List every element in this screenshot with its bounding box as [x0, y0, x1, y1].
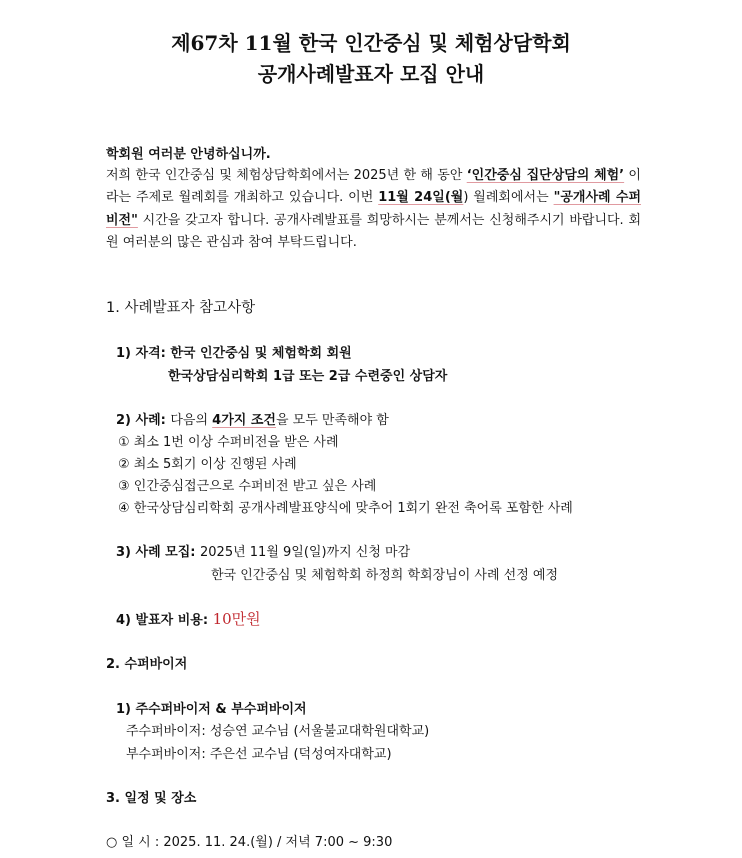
condition-item: ③ 인간중심접근으로 수퍼비전 받고 싶은 사례 [118, 479, 377, 494]
recruit-line2: 한국 인간중심 및 체험학회 하정희 학회장님이 사례 선정 예정 [211, 568, 559, 583]
presenter-fee [116, 611, 261, 629]
recruitment [116, 545, 410, 561]
main-supervisor: 주수퍼바이저: 성승연 교수님 (서울불교대학원대학교) [126, 724, 430, 739]
session-highlight: "공개사례 수퍼비전" [106, 190, 642, 228]
schedule-line: ○ 일 시 : 2025. 11. 24.(월) / 저녁 7:00 ~ 9:30 [106, 835, 393, 850]
intro-text: 저희 한국 인간중심 및 체험상담학회에서는 2025년 한 해 동안 [106, 168, 467, 183]
condition-item: ① 최소 1번 이상 수퍼비전을 받은 사례 [118, 435, 339, 450]
qualification [116, 346, 352, 362]
case-requirement [116, 413, 389, 429]
supervisor-subheading: 1) 주수퍼바이저 & 부수퍼바이저 [116, 702, 307, 717]
qual-line1: 한국 인간중심 및 체험학회 회원 [170, 346, 352, 361]
date-highlight: 11월 24일(월 [378, 190, 464, 206]
qual-label: 1) 자격: [116, 346, 171, 361]
case-label: 2) 사례: [116, 413, 171, 428]
qual-line2: 한국상담심리학회 1급 또는 2급 수련중인 상담자 [168, 369, 448, 384]
document-title-line1: 제67차 11월 한국 인간중심 및 체험상담학회 [171, 31, 571, 55]
intro-text: 이라는 주제로 월례회를 개최하고 있습니다. 이번 [106, 168, 641, 206]
section2-heading: 2. 수퍼바이저 [106, 657, 188, 672]
intro-paragraph [106, 165, 641, 254]
section3-heading: 3. 일정 및 장소 [106, 791, 197, 806]
document-title-line2: 공개사례발표자 모집 안내 [257, 62, 485, 86]
case-text: 을 모두 만족해야 함 [275, 413, 389, 428]
theme-highlight: ‘인간중심 집단상담의 체험’ [466, 168, 625, 183]
intro-text: 시간을 갖고자 합니다. 공개사례발표를 희망하시는 분께서는 신청해주시기 바랍니다. 회원 여러분의 많은 관심과 참여 부탁드립니다. [106, 212, 641, 250]
intro-text: ) 월례회에서는 [463, 190, 554, 206]
condition-item: ② 최소 5회기 이상 진행된 사례 [118, 457, 297, 472]
recruit-label: 3) 사례 모집: [116, 545, 200, 560]
fee-value: 10만원 [212, 610, 261, 628]
section1-heading: 1. 사례발표자 참고사항 [106, 300, 256, 316]
recruit-line1: 2025년 11월 9일(일)까지 신청 마감 [200, 545, 411, 560]
condition-item: ④ 한국상담심리학회 공개사례발표양식에 맞추어 1회기 완전 축어록 포함한 사례 [118, 501, 573, 516]
sub-supervisor: 부수퍼바이저: 주은선 교수님 (덕성여자대학교) [126, 747, 392, 762]
fee-label: 4) 발표자 비용: [116, 613, 213, 628]
case-condition-highlight: 4가지 조건 [212, 413, 276, 428]
case-text: 다음의 [170, 413, 213, 428]
greeting: 학회원 여러분 안녕하십니까. [106, 147, 271, 162]
